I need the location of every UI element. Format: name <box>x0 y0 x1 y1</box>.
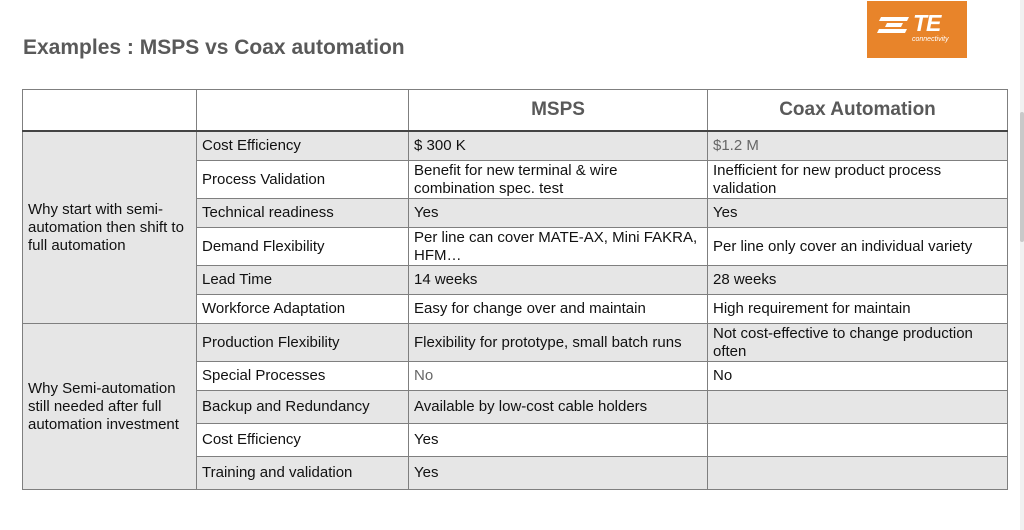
aspect-cell: Cost Efficiency <box>197 131 409 161</box>
aspect-cell: Production Flexibility <box>197 324 409 362</box>
msps-cell: Per line can cover MATE-AX, Mini FAKRA, HFM… <box>409 228 708 266</box>
msps-cell: 14 weeks <box>409 266 708 295</box>
table-header-row <box>23 90 1008 132</box>
msps-cell: Benefit for new terminal & wire combination spec. test <box>409 161 708 199</box>
aspect-cell: Lead Time <box>197 266 409 295</box>
coax-cell <box>708 391 1008 424</box>
logo-brand: TE <box>913 10 941 36</box>
group-label: Why Semi-automation still needed after full automation investment <box>23 324 197 490</box>
coax-cell <box>708 424 1008 457</box>
msps-cell: Flexibility for prototype, small batch runs <box>409 324 708 362</box>
msps-cell: Yes <box>409 457 708 490</box>
aspect-cell: Special Processes <box>197 362 409 391</box>
coax-cell: Inefficient for new product process validation <box>708 161 1008 199</box>
msps-cell: $ 300 K <box>409 131 708 161</box>
aspect-cell: Demand Flexibility <box>197 228 409 266</box>
msps-cell: No <box>409 362 708 391</box>
aspect-cell: Training and validation <box>197 457 409 490</box>
group-label: Why start with semi-automation then shift to full automation <box>23 131 197 324</box>
coax-cell: High requirement for maintain <box>708 295 1008 324</box>
te-logo-mark-icon <box>877 15 911 35</box>
msps-cell: Yes <box>409 424 708 457</box>
header-msps: MSPS <box>409 90 708 132</box>
aspect-cell: Technical readiness <box>197 199 409 228</box>
header-cell-blank-1 <box>23 90 197 132</box>
msps-cell: Available by low-cost cable holders <box>409 391 708 424</box>
te-logo <box>867 1 967 58</box>
coax-cell <box>708 457 1008 490</box>
aspect-cell: Process Validation <box>197 161 409 199</box>
coax-cell: Not cost-effective to change production often <box>708 324 1008 362</box>
scrollbar-thumb[interactable] <box>1020 112 1024 242</box>
coax-cell: Per line only cover an individual variety <box>708 228 1008 266</box>
coax-cell: No <box>708 362 1008 391</box>
logo-tagline: connectivity <box>912 36 949 43</box>
table-row <box>23 324 1008 362</box>
aspect-cell: Cost Efficiency <box>197 424 409 457</box>
msps-cell: Easy for change over and maintain <box>409 295 708 324</box>
header-cell-blank-2 <box>197 90 409 132</box>
coax-cell: 28 weeks <box>708 266 1008 295</box>
scrollbar-track[interactable] <box>1020 0 1024 530</box>
coax-cell: $1.2 M <box>708 131 1008 161</box>
aspect-cell: Workforce Adaptation <box>197 295 409 324</box>
header-coax-automation: Coax Automation <box>708 90 1008 132</box>
slide-title: Examples : MSPS vs Coax automation <box>23 36 405 59</box>
table-row <box>23 131 1008 161</box>
coax-cell: Yes <box>708 199 1008 228</box>
comparison-table <box>22 89 1008 490</box>
aspect-cell: Backup and Redundancy <box>197 391 409 424</box>
msps-cell: Yes <box>409 199 708 228</box>
